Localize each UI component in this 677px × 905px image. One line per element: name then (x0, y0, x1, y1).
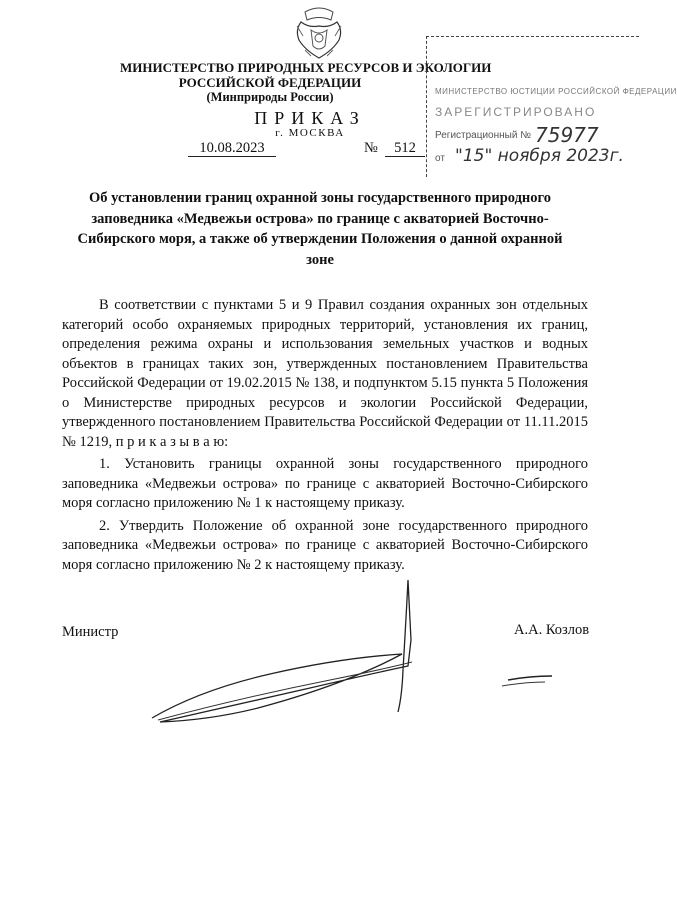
order-title: Об установлении границ охранной зоны государственного природного заповедника «Медвежьи острова» по границе с акваторией Восточно-Сибирского моря, а также об утверждении Положения о данной охранной зоне (77, 190, 563, 268)
ministry-header (120, 60, 492, 105)
signer-position: Министр (62, 624, 119, 640)
body-paragraph-item-2: 2. Утвердить Положение об охранной зоне государственного природного заповедника «Медвежьи острова» по границе с акваторией Восточно-Сибирского моря согласно приложению № 2 к настоящему приказу. (62, 517, 588, 573)
document-type: ПРИКАЗ (254, 108, 366, 128)
body-paragraph-preamble: В соответствии с пунктами 5 и 9 Правил создания охранных зон отдельных категорий особо охраняемых природных территорий, установления их границ, определения режима охраны и использования земельных участков и водных объектов в границах таких зон, утвержденных постановлением Правительства Российской Федерации от 19.02.2015 № 138, и подпунктом 5.15 пункта 5 Положения о Министерстве природных ресурсов и экологии Российской Федерации, утвержденного постановлением Правительства Российской Федерации от 11.11.2015 № 1219, п р и к а з ы в а ю: (62, 297, 588, 450)
coat-of-arms-emblem-icon (291, 6, 347, 64)
order-date: 10.08.2023 (188, 140, 276, 157)
signer-name: А.А. Козлов (514, 622, 590, 638)
body-paragraph-item-1: 1. Установить границы охранной зоны государственного природного заповедника «Медвежьи острова» по границе с акваторией Восточно-Сибирского моря согласно приложению № 1 к настоящему приказу. (62, 456, 588, 511)
stamp-reg-number-label: Регистрационный № (435, 130, 531, 141)
handwritten-signature-icon (140, 570, 560, 730)
order-body (62, 296, 588, 575)
number-sign: № (364, 140, 378, 156)
stamp-date-prefix: от (435, 153, 445, 164)
registration-stamp (426, 36, 677, 177)
city-label: г. МОСКВА (275, 127, 345, 139)
stamp-registered-label: ЗАРЕГИСТРИРОВАНО (435, 105, 597, 119)
ministry-name-line1: МИНИСТЕРСТВО ПРИРОДНЫХ РЕСУРСОВ И ЭКОЛОГИИ (120, 60, 492, 75)
stamp-reg-date: "15" ноября 2023г. (455, 146, 624, 166)
stamp-ministry-line: МИНИСТЕРСТВО ЮСТИЦИИ РОССИЙСКОЙ ФЕДЕРАЦИИ (435, 87, 677, 96)
ministry-short-name: (Минприроды России) (206, 90, 334, 104)
stamp-reg-number: 75977 (535, 123, 599, 147)
ministry-name-line2: РОССИЙСКОЙ ФЕДЕРАЦИИ (178, 75, 362, 90)
order-number: 512 (385, 140, 425, 157)
